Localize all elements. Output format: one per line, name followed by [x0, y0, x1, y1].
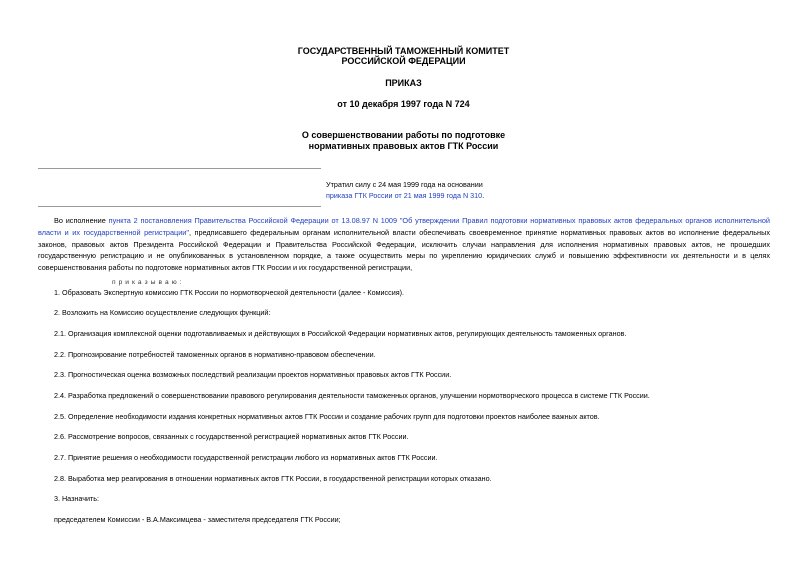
- issuer-line-2: РОССИЙСКОЙ ФЕДЕРАЦИИ: [341, 56, 466, 66]
- list-item: председателем Комиссии - В.А.Максимцева - заместителя председателя ГТК России;: [54, 515, 341, 524]
- status-note: [326, 179, 484, 201]
- divider-bottom: [38, 206, 321, 207]
- prikazyvayu-label: п р и к а з ы в а ю :: [112, 279, 183, 286]
- document-title-line-2: нормативных правовых актов ГТК России: [308, 141, 499, 151]
- issuer-line-1: ГОСУДАРСТВЕННЫЙ ТАМОЖЕННЫЙ КОМИТЕТ: [297, 46, 510, 56]
- list-item: 2.1. Организация комплексной оценки подготавливаемых и действующих в Российской Федерации нормативных актов, регулирующих деятельность таможенных органов.: [54, 329, 627, 338]
- list-item: 2.7. Принятие решения о необходимости государственной регистрации любого из нормативных актов ГТК России.: [54, 453, 438, 462]
- document-date-number: от 10 декабря 1997 года N 724: [337, 99, 470, 109]
- list-item: 2.4. Разработка предложений о совершенствовании правового регулирования деятельности таможенных органов, улучшении нормотворческого процесса в системе ГТК России.: [54, 391, 650, 400]
- government-resolution-link[interactable]: пункта 2 постановления Правительства Российской Федерации от 13.08.97 N 1009 "Об утверждении Правил подготовки нормативных правовых актов федеральных органов исполнительной власти и их государственной регистрации": [38, 216, 770, 237]
- divider-top: [38, 168, 321, 169]
- list-item: 2. Возложить на Комиссию осуществление следующих функций:: [54, 308, 271, 317]
- preamble-text: , предписавшего федеральным органам исполнительной власти обеспечивать своевременное принятие нормативных правовых актов во исполнение федеральных законов, правовых актов Президента Российской Федерации и Правительства Российской Федерации, исключить случаи направления для исполнения нормативных правовых актов, не прошедших государственную регистрацию и не опубликованных в установленном порядке, а также осуществить меры по укреплению юридических служб и повышению эффективности их деятельности и в целях совершенствования работы по подготовке нормативных актов ГТК России и их государственной регистрации,: [38, 227, 770, 273]
- status-note-text: Утратил силу с 24 мая 1999 года на основании: [326, 180, 483, 189]
- preamble-prefix: Во исполнение: [54, 216, 109, 225]
- list-item: 2.5. Определение необходимости издания конкретных нормативных актов ГТК России и создание рабочих групп для подготовки проектов наиболее важных актов.: [54, 412, 600, 421]
- list-item: 2.6. Рассмотрение вопросов, связанных с государственной регистрацией нормативных актов ГТК России.: [54, 432, 409, 441]
- list-item: 2.2. Прогнозирование потребностей таможенных органов в нормативно-правовом обеспечении.: [54, 350, 376, 359]
- document-type: ПРИКАЗ: [385, 78, 422, 88]
- list-item: 3. Назначить:: [54, 494, 99, 503]
- status-note-end: .: [482, 191, 485, 200]
- list-item: 2.8. Выработка мер реагирования в отношении нормативных актов ГТК России, в государственной регистрации которых отказано.: [54, 474, 492, 483]
- list-item: 1. Образовать Экспертную комиссию ГТК России по нормотворческой деятельности (далее - Комиссия).: [54, 288, 405, 297]
- repeal-order-link[interactable]: приказа ГТК России от 21 мая 1999 года N 310: [326, 191, 483, 200]
- preamble-paragraph: [38, 215, 770, 274]
- document-title-line-1: О совершенствовании работы по подготовке: [301, 130, 506, 140]
- list-item: 2.3. Прогностическая оценка возможных последствий реализации проектов нормативных правовых актов ГТК России.: [54, 370, 452, 379]
